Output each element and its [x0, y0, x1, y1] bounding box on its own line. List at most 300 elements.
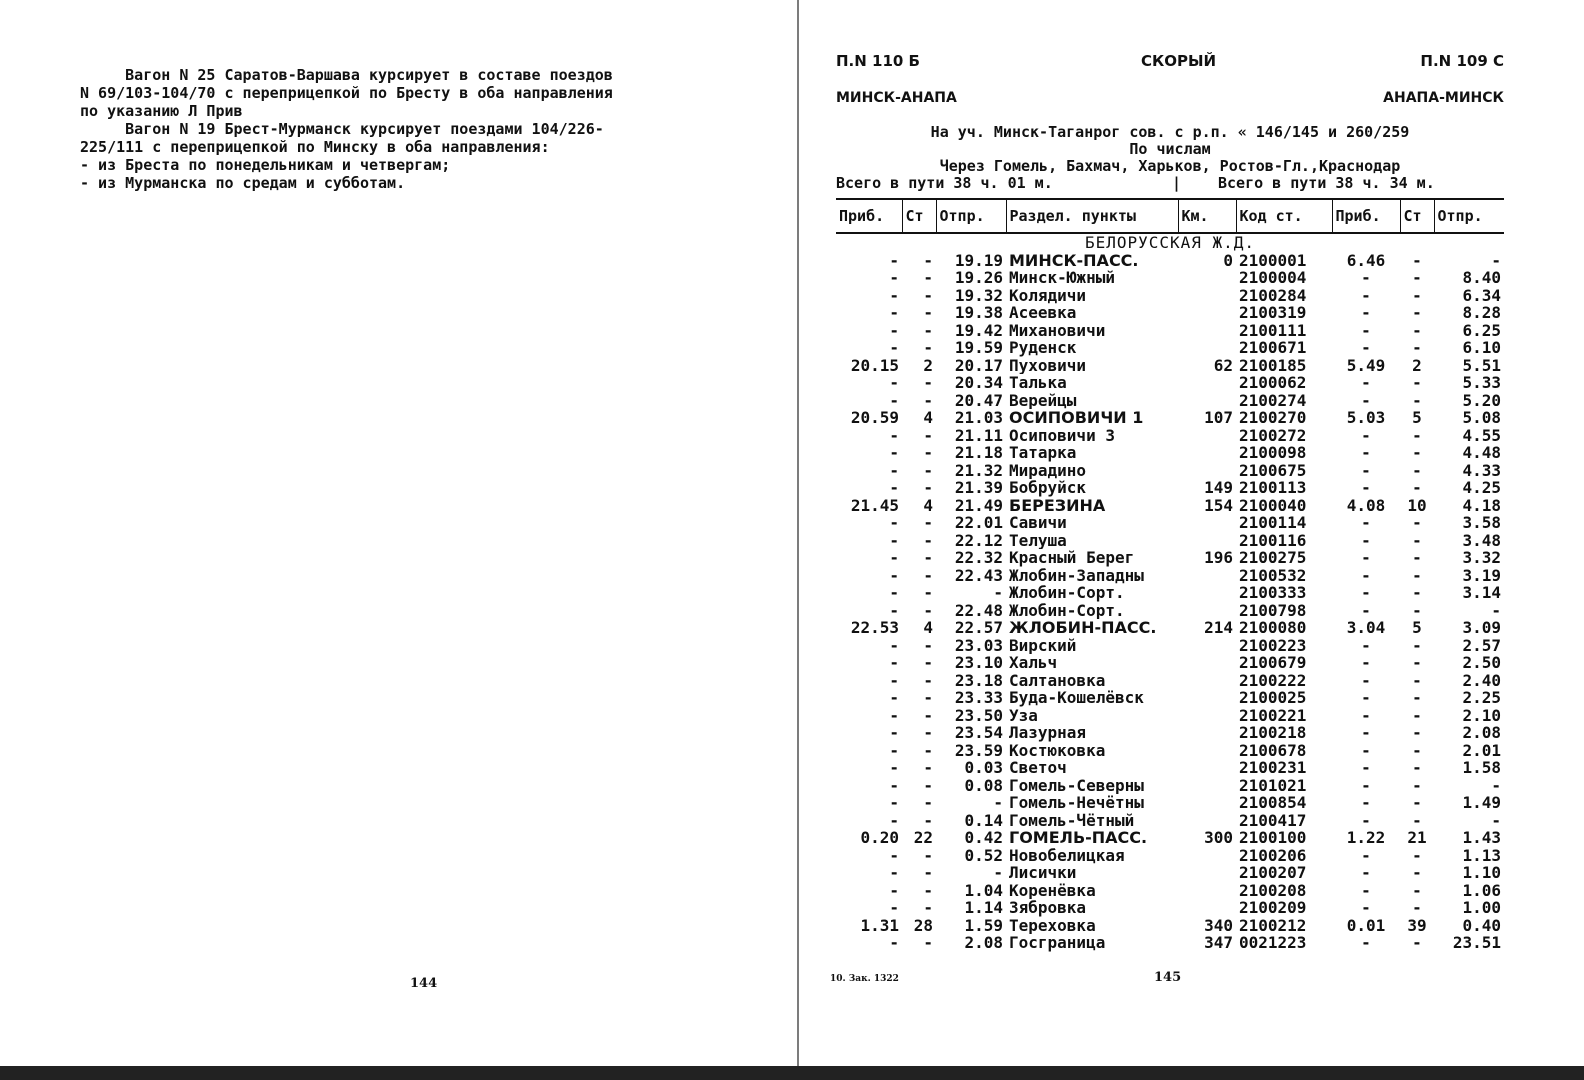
column-header: Раздел. пункты	[1006, 199, 1178, 233]
departure-out: 0.03	[964, 759, 1003, 777]
arrival-out: -	[889, 864, 899, 882]
station-name: Михановичи	[1009, 321, 1106, 339]
timetable-row	[836, 812, 1504, 830]
station-code: 2100223	[1239, 636, 1307, 654]
right-page	[836, 52, 1504, 952]
arrival-back: -	[1361, 566, 1371, 584]
stop-out: -	[923, 794, 933, 812]
timetable-row	[836, 689, 1504, 707]
departure-back: 8.40	[1462, 269, 1501, 287]
column-header: Код ст.	[1236, 199, 1332, 233]
train-info	[836, 124, 1504, 192]
section-label: БЕЛОРУССКАЯ Ж.Д.	[1084, 233, 1256, 252]
route-right: АНАПА-МИНСК	[1383, 90, 1504, 106]
arrival-out: -	[889, 654, 899, 672]
station-name: ЖЛОБИН-ПАСС.	[1009, 619, 1157, 637]
arrival-out: -	[889, 671, 899, 689]
stop-out: 2	[923, 356, 933, 374]
arrival-out: -	[889, 391, 899, 409]
stop-out: -	[923, 881, 933, 899]
timetable-row	[836, 549, 1504, 567]
station-code: 2100284	[1239, 286, 1307, 304]
stop-out: -	[923, 776, 933, 794]
arrival-back: -	[1361, 601, 1371, 619]
arrival-back: 0.01	[1346, 916, 1386, 934]
note-line: - из Мурманска по средам и субботам.	[80, 174, 406, 192]
departure-back: -	[1491, 601, 1501, 619]
stop-out: 4	[923, 409, 933, 427]
station-name: Асеевка	[1009, 304, 1077, 322]
arrival-out: -	[889, 374, 899, 392]
timetable-row	[836, 444, 1504, 462]
km: 300	[1204, 829, 1233, 847]
stop-out: -	[923, 934, 933, 952]
km	[1178, 707, 1236, 725]
km	[1178, 742, 1236, 760]
station-name: БЕРЕЗИНА	[1009, 496, 1106, 514]
km	[1178, 777, 1236, 795]
stop-out: -	[923, 286, 933, 304]
scan-edge	[0, 1066, 1584, 1080]
stop-out: -	[923, 426, 933, 444]
page-fold	[797, 0, 799, 1080]
departure-out: 21.18	[954, 444, 1003, 462]
station-name: Гомель-Нечётны	[1009, 794, 1144, 812]
left-page	[80, 66, 760, 192]
station-code: 2100274	[1239, 391, 1307, 409]
station-code: 2100113	[1239, 479, 1307, 497]
stop-out: -	[923, 461, 933, 479]
stop-out: -	[923, 531, 933, 549]
station-name: Салтановка	[1009, 671, 1106, 689]
stop-back: -	[1412, 846, 1422, 864]
stop-back: -	[1412, 636, 1422, 654]
stop-back: -	[1412, 566, 1422, 584]
timetable-row	[836, 514, 1504, 532]
departure-out: 0.14	[964, 811, 1003, 829]
station-name: Лисички	[1009, 864, 1077, 882]
timetable-row	[836, 759, 1504, 777]
stop-out: -	[923, 444, 933, 462]
train-header	[836, 52, 1504, 76]
km: 154	[1204, 496, 1233, 514]
arrival-back: -	[1361, 514, 1371, 532]
departure-out: 21.32	[954, 461, 1003, 479]
stop-back: -	[1412, 444, 1422, 462]
arrival-back: -	[1361, 286, 1371, 304]
stop-out: -	[923, 759, 933, 777]
arrival-out: -	[889, 251, 899, 269]
km: 340	[1204, 916, 1233, 934]
stop-back: -	[1412, 759, 1422, 777]
departure-back: -	[1491, 811, 1501, 829]
station-code: 2100114	[1239, 514, 1307, 532]
station-code: 2100206	[1239, 846, 1307, 864]
station-code: 2100111	[1239, 321, 1307, 339]
arrival-back: 6.46	[1346, 251, 1386, 269]
departure-out: 23.10	[954, 654, 1003, 672]
departure-out: 21.03	[954, 409, 1003, 427]
arrival-out: -	[889, 461, 899, 479]
timetable-row	[836, 864, 1504, 882]
departure-out: 23.18	[954, 671, 1003, 689]
arrival-out: -	[889, 321, 899, 339]
total-right: Всего в пути 38 ч. 34 м.	[1218, 174, 1435, 192]
departure-back: 5.20	[1462, 391, 1501, 409]
note-line: 225/111 с переприцепкой по Минску в оба направления:	[80, 138, 550, 156]
stop-back: -	[1412, 374, 1422, 392]
departure-back: 2.25	[1462, 689, 1501, 707]
stop-out: -	[923, 654, 933, 672]
stop-back: -	[1412, 706, 1422, 724]
km	[1178, 899, 1236, 917]
arrival-back: -	[1361, 724, 1371, 742]
station-code: 2100675	[1239, 461, 1307, 479]
km	[1178, 794, 1236, 812]
km	[1178, 847, 1236, 865]
arrival-out: -	[889, 444, 899, 462]
stop-back: -	[1412, 531, 1422, 549]
stop-out: -	[923, 269, 933, 287]
note-line: - из Бреста по понедельникам и четвергам;	[80, 156, 451, 174]
station-code: 2100532	[1239, 566, 1307, 584]
timetable-row	[836, 777, 1504, 795]
arrival-back: -	[1361, 776, 1371, 794]
arrival-out: -	[889, 636, 899, 654]
station-code: 0021223	[1239, 934, 1307, 952]
timetable-row	[836, 497, 1504, 515]
stop-back: 5	[1412, 409, 1422, 427]
stop-out: -	[923, 811, 933, 829]
departure-back: -	[1491, 251, 1501, 269]
section-row	[836, 233, 1504, 252]
departure-back: 8.28	[1462, 304, 1501, 322]
arrival-back: -	[1361, 759, 1371, 777]
stop-back: -	[1412, 776, 1422, 794]
stop-back: -	[1412, 934, 1422, 952]
departure-back: 2.01	[1462, 741, 1501, 759]
station-code: 2100185	[1239, 356, 1307, 374]
arrival-out: -	[889, 479, 899, 497]
departure-out: 22.12	[954, 531, 1003, 549]
timetable-row	[836, 392, 1504, 410]
departure-back: 23.51	[1452, 934, 1501, 952]
km	[1178, 269, 1236, 287]
arrival-out: -	[889, 549, 899, 567]
note-line: Вагон N 19 Брест-Мурманск курсирует поездами 104/226-	[80, 120, 604, 138]
stop-back: -	[1412, 864, 1422, 882]
departure-back: 0.40	[1462, 916, 1501, 934]
stop-back: -	[1412, 689, 1422, 707]
km	[1178, 672, 1236, 690]
departure-out: 0.08	[964, 776, 1003, 794]
timetable-row	[836, 847, 1504, 865]
departure-out: 22.48	[954, 601, 1003, 619]
arrival-back: -	[1361, 636, 1371, 654]
stop-out: -	[923, 374, 933, 392]
station-name: Хальч	[1009, 654, 1058, 672]
km: 214	[1204, 619, 1233, 637]
station-name: Новобелицкая	[1009, 846, 1125, 864]
departure-out: 19.42	[954, 321, 1003, 339]
timetable-row	[836, 339, 1504, 357]
station-name: Талька	[1009, 374, 1067, 392]
km	[1178, 724, 1236, 742]
departure-back: 1.43	[1462, 829, 1501, 847]
departure-back: 4.55	[1462, 426, 1501, 444]
km	[1178, 532, 1236, 550]
departure-out: 23.59	[954, 741, 1003, 759]
km	[1178, 637, 1236, 655]
stop-out: 4	[923, 496, 933, 514]
arrival-back: -	[1361, 549, 1371, 567]
route-header	[836, 90, 1504, 112]
stop-out: -	[923, 601, 933, 619]
stop-back: -	[1412, 811, 1422, 829]
station-code: 2100212	[1239, 916, 1307, 934]
stop-out: -	[923, 706, 933, 724]
timetable-row	[836, 287, 1504, 305]
departure-out: -	[993, 794, 1003, 812]
departure-back: 3.58	[1462, 514, 1501, 532]
departure-out: 0.42	[964, 829, 1003, 847]
timetable-body	[836, 233, 1504, 952]
stop-back: -	[1412, 304, 1422, 322]
arrival-back: -	[1361, 706, 1371, 724]
departure-back: 6.34	[1462, 286, 1501, 304]
departure-out: 19.32	[954, 286, 1003, 304]
stop-back: 21	[1407, 829, 1427, 847]
km: 107	[1204, 409, 1233, 427]
stop-out: -	[923, 899, 933, 917]
station-code: 2100854	[1239, 794, 1307, 812]
arrival-back: -	[1361, 794, 1371, 812]
arrival-out: 21.45	[850, 496, 899, 514]
departure-back: 4.18	[1462, 496, 1501, 514]
timetable-row	[836, 304, 1504, 322]
km	[1178, 392, 1236, 410]
station-name: Светоч	[1009, 759, 1067, 777]
station-name: Телуша	[1009, 531, 1067, 549]
departure-out: 19.59	[954, 339, 1003, 357]
station-name: Мирадино	[1009, 461, 1087, 479]
arrival-back: -	[1361, 584, 1371, 602]
timetable-row	[836, 479, 1504, 497]
stop-out: -	[923, 479, 933, 497]
stop-back: -	[1412, 881, 1422, 899]
arrival-out: -	[889, 899, 899, 917]
stop-back: -	[1412, 461, 1422, 479]
departure-back: 4.25	[1462, 479, 1501, 497]
departure-back: 1.49	[1462, 794, 1501, 812]
km	[1178, 759, 1236, 777]
arrival-out: -	[889, 531, 899, 549]
arrival-back: -	[1361, 654, 1371, 672]
arrival-out: 20.15	[850, 356, 899, 374]
departure-out: 22.57	[954, 619, 1003, 637]
departure-out: 20.34	[954, 374, 1003, 392]
stop-back: -	[1412, 794, 1422, 812]
stop-out: -	[923, 636, 933, 654]
km	[1178, 882, 1236, 900]
arrival-back: -	[1361, 671, 1371, 689]
station-name: Гомель-Северны	[1009, 776, 1144, 794]
stop-back: 39	[1407, 916, 1427, 934]
note-line: N 69/103-104/70 с переприцепкой по Бресту в оба направления	[80, 84, 613, 102]
arrival-back: -	[1361, 339, 1371, 357]
arrival-back: -	[1361, 444, 1371, 462]
stop-back: -	[1412, 391, 1422, 409]
timetable-header	[836, 199, 1504, 233]
stop-out: 4	[923, 619, 933, 637]
stop-out: -	[923, 251, 933, 269]
arrival-out: -	[889, 881, 899, 899]
timetable-row	[836, 882, 1504, 900]
timetable-row	[836, 409, 1504, 427]
stop-back: -	[1412, 479, 1422, 497]
km: 0	[1223, 251, 1233, 269]
km: 149	[1204, 479, 1233, 497]
station-name: Госграница	[1009, 934, 1106, 952]
km: 347	[1204, 934, 1233, 952]
station-code: 2100678	[1239, 741, 1307, 759]
timetable-row	[836, 462, 1504, 480]
station-code: 2100116	[1239, 531, 1307, 549]
stop-out: -	[923, 864, 933, 882]
departure-back: 5.08	[1462, 409, 1501, 427]
station-code: 2100062	[1239, 374, 1307, 392]
station-code: 2100001	[1239, 251, 1307, 269]
timetable-row	[836, 619, 1504, 637]
arrival-back: -	[1361, 461, 1371, 479]
departure-back: 2.10	[1462, 706, 1501, 724]
arrival-out: -	[889, 269, 899, 287]
arrival-out: -	[889, 601, 899, 619]
stop-back: -	[1412, 286, 1422, 304]
arrival-out: -	[889, 934, 899, 952]
departure-back: 3.32	[1462, 549, 1501, 567]
stop-out: -	[923, 724, 933, 742]
station-code: 2100098	[1239, 444, 1307, 462]
timetable-row	[836, 584, 1504, 602]
stop-out: -	[923, 321, 933, 339]
arrival-back: -	[1361, 321, 1371, 339]
station-name: Жлобин-Сорт.	[1009, 584, 1125, 602]
station-name: Лазурная	[1009, 724, 1087, 742]
stop-out: 22	[913, 829, 933, 847]
station-name: Коренёвка	[1009, 881, 1096, 899]
train-number-right: П.N 109 С	[1420, 52, 1504, 70]
departure-out: 19.19	[954, 251, 1003, 269]
arrival-out: -	[889, 846, 899, 864]
arrival-out: -	[889, 811, 899, 829]
station-code: 2100100	[1239, 829, 1307, 847]
stop-out: -	[923, 339, 933, 357]
timetable-row	[836, 269, 1504, 287]
timetable-row	[836, 672, 1504, 690]
stop-back: -	[1412, 426, 1422, 444]
departure-out: 23.54	[954, 724, 1003, 742]
arrival-out: -	[889, 706, 899, 724]
km	[1178, 287, 1236, 305]
column-header: Ст	[1400, 199, 1434, 233]
departure-out: 21.49	[954, 496, 1003, 514]
departure-out: 1.14	[964, 899, 1003, 917]
timetable-row	[836, 934, 1504, 952]
km	[1178, 602, 1236, 620]
column-header: Км.	[1178, 199, 1236, 233]
departure-back: 1.00	[1462, 899, 1501, 917]
km	[1178, 322, 1236, 340]
departure-back: 1.06	[1462, 881, 1501, 899]
station-code: 2100417	[1239, 811, 1307, 829]
arrival-back: 5.49	[1346, 356, 1386, 374]
station-code: 2100679	[1239, 654, 1307, 672]
timetable-row	[836, 374, 1504, 392]
stop-back: -	[1412, 654, 1422, 672]
station-name: ГОМЕЛЬ-ПАСС.	[1009, 829, 1148, 847]
departure-out: 20.17	[954, 356, 1003, 374]
departure-out: 21.11	[954, 426, 1003, 444]
info-line-1: На уч. Минск-Таганрог сов. с р.п. « 146/145 и 260/259	[930, 123, 1410, 141]
timetable-row	[836, 742, 1504, 760]
km	[1178, 654, 1236, 672]
arrival-back: 4.08	[1346, 496, 1386, 514]
station-name: Верейцы	[1009, 391, 1077, 409]
station-code: 2100040	[1239, 496, 1307, 514]
departure-back: 5.51	[1462, 356, 1501, 374]
station-code: 2100231	[1239, 759, 1307, 777]
timetable-row	[836, 532, 1504, 550]
arrival-out: -	[889, 741, 899, 759]
departure-back: 1.13	[1462, 846, 1501, 864]
station-name: Красный Берег	[1009, 549, 1135, 567]
arrival-back: -	[1361, 269, 1371, 287]
stop-back: 10	[1407, 496, 1427, 514]
timetable-row	[836, 899, 1504, 917]
station-name: Уза	[1009, 706, 1038, 724]
departure-out: 21.39	[954, 479, 1003, 497]
km	[1178, 689, 1236, 707]
timetable-row	[836, 637, 1504, 655]
arrival-out: 22.53	[850, 619, 899, 637]
station-code: 2100080	[1239, 619, 1307, 637]
arrival-out: -	[889, 286, 899, 304]
station-code: 2100319	[1239, 304, 1307, 322]
station-code: 2100671	[1239, 339, 1307, 357]
departure-out: 1.04	[964, 881, 1003, 899]
station-name: Савичи	[1009, 514, 1067, 532]
timetable-row	[836, 707, 1504, 725]
info-line-2: По числам	[1129, 140, 1211, 158]
station-name: Пуховичи	[1009, 356, 1087, 374]
stop-out: -	[923, 549, 933, 567]
arrival-back: -	[1361, 374, 1371, 392]
departure-out: 1.59	[964, 916, 1003, 934]
station-name: Минск-Южный	[1009, 269, 1115, 287]
station-code: 2101021	[1239, 776, 1307, 794]
departure-back: -	[1491, 776, 1501, 794]
arrival-out: -	[889, 794, 899, 812]
station-name: Вирский	[1009, 636, 1077, 654]
timetable	[836, 198, 1504, 952]
stop-back: -	[1412, 269, 1422, 287]
column-header: Отпр.	[936, 199, 1006, 233]
arrival-back: 5.03	[1346, 409, 1386, 427]
km	[1178, 567, 1236, 585]
stop-back: -	[1412, 601, 1422, 619]
station-name: Бобруйск	[1009, 479, 1087, 497]
